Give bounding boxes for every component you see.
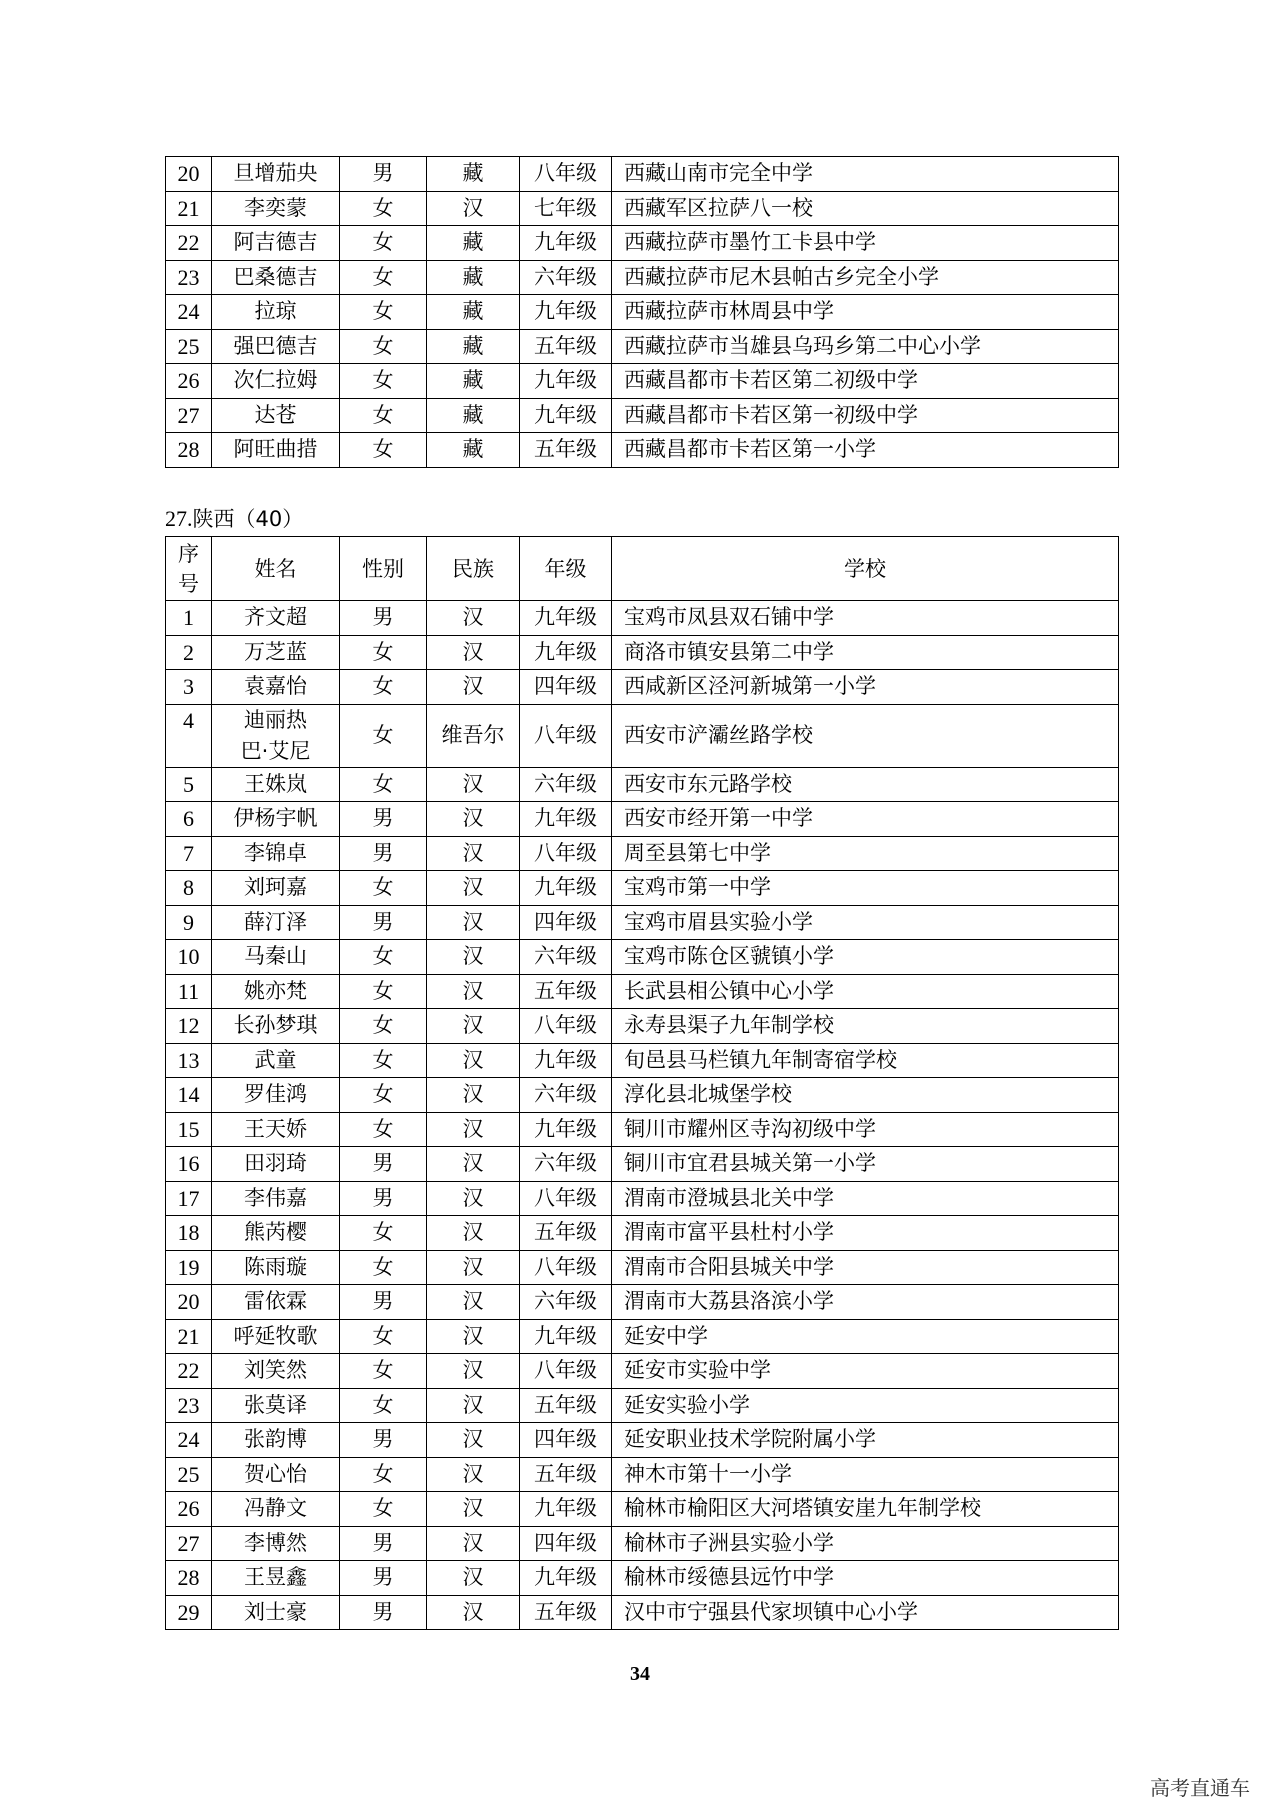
cell-no: 23: [166, 1388, 212, 1423]
cell-grade: 九年级: [520, 1112, 612, 1147]
cell-grade: 四年级: [520, 670, 612, 705]
cell-ethnicity: 汉: [427, 191, 520, 226]
cell-ethnicity: 汉: [427, 601, 520, 636]
cell-grade: 九年级: [520, 871, 612, 906]
cell-name: 达苍: [212, 398, 340, 433]
cell-name: 刘笑然: [212, 1354, 340, 1389]
cell-ethnicity: 汉: [427, 1043, 520, 1078]
table-row: [166, 974, 1119, 1009]
cell-school: 延安职业技术学院附属小学: [612, 1423, 1119, 1458]
cell-ethnicity: 汉: [427, 836, 520, 871]
cell-no: 26: [166, 1492, 212, 1527]
cell-name-line2: 巴·艾尼: [240, 738, 311, 763]
cell-school: 宝鸡市陈仓区虢镇小学: [612, 940, 1119, 975]
cell-name: 罗佳鸿: [212, 1078, 340, 1113]
table-row: [166, 1181, 1119, 1216]
cell-gender: 男: [340, 157, 427, 192]
table-row: [166, 329, 1119, 364]
cell-ethnicity: 汉: [427, 1250, 520, 1285]
cell-grade: 九年级: [520, 1043, 612, 1078]
cell-grade: 五年级: [520, 1595, 612, 1630]
table-row: [166, 905, 1119, 940]
cell-school: 西藏昌都市卡若区第一初级中学: [612, 398, 1119, 433]
cell-grade: 九年级: [520, 1319, 612, 1354]
cell-ethnicity: 汉: [427, 1112, 520, 1147]
cell-ethnicity: 汉: [427, 1595, 520, 1630]
table-row: [166, 635, 1119, 670]
cell-name: 旦增茄央: [212, 157, 340, 192]
cell-ethnicity: 藏: [427, 295, 520, 330]
cell-school: 西藏山南市完全中学: [612, 157, 1119, 192]
cell-name: 袁嘉怡: [212, 670, 340, 705]
page-number: 34: [630, 1663, 650, 1685]
header-ethnicity: 民族: [427, 537, 520, 601]
cell-school: 周至县第七中学: [612, 836, 1119, 871]
cell-name: 李伟嘉: [212, 1181, 340, 1216]
watermark: 高考直通车: [1150, 1776, 1250, 1800]
cell-school: 西藏拉萨市尼木县帕古乡完全小学: [612, 260, 1119, 295]
table-row: [166, 260, 1119, 295]
cell-school: 宝鸡市凤县双石铺中学: [612, 601, 1119, 636]
cell-ethnicity: 汉: [427, 1354, 520, 1389]
table-row: [166, 364, 1119, 399]
cell-ethnicity: 藏: [427, 260, 520, 295]
cell-grade: 八年级: [520, 1009, 612, 1044]
cell-no: 13: [166, 1043, 212, 1078]
table-row: [166, 1147, 1119, 1182]
cell-name: 雷依霖: [212, 1285, 340, 1320]
table-header-row: [166, 537, 1119, 601]
table-row: [166, 601, 1119, 636]
cell-school: 铜川市耀州区寺沟初级中学: [612, 1112, 1119, 1147]
table-row: [166, 1112, 1119, 1147]
cell-ethnicity: 汉: [427, 1078, 520, 1113]
cell-grade: 六年级: [520, 1078, 612, 1113]
cell-grade: 九年级: [520, 295, 612, 330]
cell-school: 宝鸡市第一中学: [612, 871, 1119, 906]
cell-name: 阿吉德吉: [212, 226, 340, 261]
cell-no: 4: [166, 704, 212, 767]
cell-ethnicity: 汉: [427, 1457, 520, 1492]
cell-name: 张莫译: [212, 1388, 340, 1423]
cell-name: [212, 704, 340, 767]
cell-gender: 女: [340, 364, 427, 399]
table-row: [166, 1319, 1119, 1354]
cell-grade: 六年级: [520, 767, 612, 802]
cell-school: 渭南市澄城县北关中学: [612, 1181, 1119, 1216]
cell-no: 25: [166, 329, 212, 364]
cell-gender: 女: [340, 1319, 427, 1354]
cell-name: 熊芮樱: [212, 1216, 340, 1251]
cell-ethnicity: 汉: [427, 1561, 520, 1596]
cell-gender: 女: [340, 1216, 427, 1251]
table-row: [166, 940, 1119, 975]
cell-grade: 八年级: [520, 1250, 612, 1285]
table-row: [166, 1388, 1119, 1423]
cell-no: 5: [166, 767, 212, 802]
cell-school: 西藏昌都市卡若区第二初级中学: [612, 364, 1119, 399]
cell-school: 延安实验小学: [612, 1388, 1119, 1423]
cell-ethnicity: 汉: [427, 635, 520, 670]
table-row: [166, 1457, 1119, 1492]
table-row: [166, 398, 1119, 433]
cell-grade: 九年级: [520, 1561, 612, 1596]
cell-ethnicity: 汉: [427, 871, 520, 906]
cell-school: 西藏昌都市卡若区第一小学: [612, 433, 1119, 468]
cell-no: 22: [166, 1354, 212, 1389]
cell-grade: 六年级: [520, 1285, 612, 1320]
cell-grade: 九年级: [520, 601, 612, 636]
table-row: [166, 704, 1119, 767]
xizang-table: [165, 156, 1119, 468]
cell-grade: 九年级: [520, 635, 612, 670]
cell-gender: 女: [340, 1354, 427, 1389]
cell-school: 西藏拉萨市墨竹工卡县中学: [612, 226, 1119, 261]
cell-no: 15: [166, 1112, 212, 1147]
table-row: [166, 1492, 1119, 1527]
cell-no: 21: [166, 1319, 212, 1354]
cell-school: 汉中市宁强县代家坝镇中心小学: [612, 1595, 1119, 1630]
cell-school: 榆林市子洲县实验小学: [612, 1526, 1119, 1561]
table-row: [166, 1078, 1119, 1113]
cell-name: 王天娇: [212, 1112, 340, 1147]
header-school: 学校: [612, 537, 1119, 601]
cell-no: 2: [166, 635, 212, 670]
table-row: [166, 157, 1119, 192]
header-seq-line2: 号: [178, 571, 199, 596]
cell-no: 20: [166, 1285, 212, 1320]
cell-name-line1: 迪丽热: [244, 707, 307, 732]
cell-name: 长孙梦琪: [212, 1009, 340, 1044]
cell-grade: 九年级: [520, 398, 612, 433]
cell-gender: 男: [340, 1595, 427, 1630]
cell-name: 贺心怡: [212, 1457, 340, 1492]
table-row: [166, 1216, 1119, 1251]
cell-no: 27: [166, 398, 212, 433]
cell-school: 渭南市大荔县洛滨小学: [612, 1285, 1119, 1320]
section-heading: [165, 505, 303, 533]
header-seq-line1: 序: [178, 541, 199, 566]
cell-school: 渭南市合阳县城关中学: [612, 1250, 1119, 1285]
cell-school: 长武县相公镇中心小学: [612, 974, 1119, 1009]
cell-gender: 男: [340, 1181, 427, 1216]
cell-no: 26: [166, 364, 212, 399]
cell-school: 西藏拉萨市当雄县乌玛乡第二中心小学: [612, 329, 1119, 364]
cell-gender: 男: [340, 905, 427, 940]
cell-no: 11: [166, 974, 212, 1009]
cell-no: 8: [166, 871, 212, 906]
cell-gender: 女: [340, 670, 427, 705]
cell-ethnicity: 藏: [427, 329, 520, 364]
cell-ethnicity: 汉: [427, 1009, 520, 1044]
cell-school: 旬邑县马栏镇九年制寄宿学校: [612, 1043, 1119, 1078]
cell-no: 17: [166, 1181, 212, 1216]
cell-no: 22: [166, 226, 212, 261]
cell-gender: 女: [340, 1457, 427, 1492]
cell-gender: 女: [340, 329, 427, 364]
cell-gender: 男: [340, 1147, 427, 1182]
cell-school: 宝鸡市眉县实验小学: [612, 905, 1119, 940]
cell-ethnicity: 汉: [427, 802, 520, 837]
cell-gender: 女: [340, 635, 427, 670]
cell-ethnicity: 汉: [427, 1319, 520, 1354]
table-row: [166, 1423, 1119, 1458]
cell-gender: 男: [340, 1285, 427, 1320]
cell-school: 西藏军区拉萨八一校: [612, 191, 1119, 226]
table-row: [166, 226, 1119, 261]
cell-gender: 男: [340, 836, 427, 871]
cell-ethnicity: 汉: [427, 905, 520, 940]
table-row: [166, 433, 1119, 468]
cell-no: 14: [166, 1078, 212, 1113]
cell-ethnicity: 汉: [427, 1423, 520, 1458]
cell-ethnicity: 汉: [427, 1216, 520, 1251]
cell-gender: 女: [340, 433, 427, 468]
table-row: [166, 1561, 1119, 1596]
cell-name: 王姝岚: [212, 767, 340, 802]
cell-ethnicity: 汉: [427, 974, 520, 1009]
cell-name: 冯静文: [212, 1492, 340, 1527]
cell-school: 榆林市榆阳区大河塔镇安崖九年制学校: [612, 1492, 1119, 1527]
cell-grade: 四年级: [520, 1423, 612, 1458]
cell-no: 9: [166, 905, 212, 940]
cell-gender: 女: [340, 1078, 427, 1113]
cell-gender: 女: [340, 260, 427, 295]
table-row: [166, 1009, 1119, 1044]
cell-grade: 五年级: [520, 1216, 612, 1251]
cell-gender: 女: [340, 1043, 427, 1078]
cell-school: 西安市东元路学校: [612, 767, 1119, 802]
cell-gender: 女: [340, 974, 427, 1009]
header-name: 姓名: [212, 537, 340, 601]
cell-name: 姚亦梵: [212, 974, 340, 1009]
cell-name: 次仁拉姆: [212, 364, 340, 399]
header-grade: 年级: [520, 537, 612, 601]
cell-grade: 四年级: [520, 1526, 612, 1561]
cell-gender: 女: [340, 704, 427, 767]
cell-school: 西咸新区泾河新城第一小学: [612, 670, 1119, 705]
cell-no: 24: [166, 295, 212, 330]
cell-grade: 六年级: [520, 940, 612, 975]
cell-school: 榆林市绥德县远竹中学: [612, 1561, 1119, 1596]
cell-name: 齐文超: [212, 601, 340, 636]
cell-grade: 六年级: [520, 260, 612, 295]
cell-ethnicity: 汉: [427, 1181, 520, 1216]
cell-ethnicity: 藏: [427, 398, 520, 433]
cell-grade: 六年级: [520, 1147, 612, 1182]
cell-grade: 八年级: [520, 157, 612, 192]
cell-no: 20: [166, 157, 212, 192]
section-number: 27.: [165, 506, 193, 531]
cell-ethnicity: 汉: [427, 767, 520, 802]
cell-no: 3: [166, 670, 212, 705]
cell-school: 西安市经开第一中学: [612, 802, 1119, 837]
cell-name: 拉琼: [212, 295, 340, 330]
cell-name: 王昱鑫: [212, 1561, 340, 1596]
table-row: [166, 1526, 1119, 1561]
cell-name: 武童: [212, 1043, 340, 1078]
cell-school: 铜川市宜君县城关第一小学: [612, 1147, 1119, 1182]
cell-gender: 男: [340, 601, 427, 636]
cell-ethnicity: 汉: [427, 1147, 520, 1182]
table-row: [166, 1595, 1119, 1630]
cell-gender: 女: [340, 1112, 427, 1147]
cell-school: 淳化县北城堡学校: [612, 1078, 1119, 1113]
cell-gender: 女: [340, 1009, 427, 1044]
cell-ethnicity: 汉: [427, 1526, 520, 1561]
cell-school: 西藏拉萨市林周县中学: [612, 295, 1119, 330]
table-row: [166, 802, 1119, 837]
cell-school: 永寿县渠子九年制学校: [612, 1009, 1119, 1044]
shaanxi-table-body: [166, 537, 1119, 1630]
cell-grade: 七年级: [520, 191, 612, 226]
cell-grade: 八年级: [520, 1354, 612, 1389]
cell-ethnicity: 藏: [427, 157, 520, 192]
cell-no: 12: [166, 1009, 212, 1044]
cell-no: 29: [166, 1595, 212, 1630]
table-row: [166, 836, 1119, 871]
xizang-table-body: [166, 157, 1119, 468]
cell-name: 刘珂嘉: [212, 871, 340, 906]
cell-name: 巴桑德吉: [212, 260, 340, 295]
cell-no: 21: [166, 191, 212, 226]
cell-gender: 男: [340, 1561, 427, 1596]
cell-grade: 九年级: [520, 802, 612, 837]
cell-school: 神木市第十一小学: [612, 1457, 1119, 1492]
cell-name: 张韵博: [212, 1423, 340, 1458]
cell-name: 李奕蒙: [212, 191, 340, 226]
cell-no: 27: [166, 1526, 212, 1561]
cell-no: 24: [166, 1423, 212, 1458]
cell-gender: 女: [340, 1250, 427, 1285]
cell-school: 渭南市富平县杜村小学: [612, 1216, 1119, 1251]
cell-gender: 女: [340, 398, 427, 433]
cell-name: 李锦卓: [212, 836, 340, 871]
table-row: [166, 1250, 1119, 1285]
table-row: [166, 767, 1119, 802]
cell-no: 28: [166, 1561, 212, 1596]
cell-gender: 女: [340, 767, 427, 802]
cell-ethnicity: 汉: [427, 1285, 520, 1320]
cell-gender: 男: [340, 1423, 427, 1458]
header-seq: [166, 537, 212, 601]
cell-grade: 五年级: [520, 1457, 612, 1492]
cell-name: 陈雨璇: [212, 1250, 340, 1285]
cell-ethnicity: 汉: [427, 1388, 520, 1423]
cell-no: 18: [166, 1216, 212, 1251]
cell-name: 阿旺曲措: [212, 433, 340, 468]
cell-grade: 九年级: [520, 1492, 612, 1527]
cell-name: 刘士豪: [212, 1595, 340, 1630]
cell-ethnicity: 藏: [427, 226, 520, 261]
cell-ethnicity: 汉: [427, 940, 520, 975]
table-row: [166, 1285, 1119, 1320]
cell-grade: 五年级: [520, 974, 612, 1009]
cell-grade: 八年级: [520, 704, 612, 767]
cell-name: 强巴德吉: [212, 329, 340, 364]
cell-name: 伊杨宇帆: [212, 802, 340, 837]
cell-gender: 男: [340, 802, 427, 837]
table-row: [166, 871, 1119, 906]
cell-grade: 八年级: [520, 1181, 612, 1216]
cell-grade: 五年级: [520, 433, 612, 468]
cell-gender: 女: [340, 191, 427, 226]
cell-grade: 九年级: [520, 226, 612, 261]
cell-name: 呼延牧歌: [212, 1319, 340, 1354]
cell-no: 10: [166, 940, 212, 975]
cell-no: 1: [166, 601, 212, 636]
cell-school: 延安市实验中学: [612, 1354, 1119, 1389]
cell-gender: 女: [340, 295, 427, 330]
cell-ethnicity: 藏: [427, 364, 520, 399]
cell-grade: 五年级: [520, 329, 612, 364]
cell-grade: 八年级: [520, 836, 612, 871]
cell-ethnicity: 汉: [427, 1492, 520, 1527]
cell-name: 李博然: [212, 1526, 340, 1561]
cell-school: 延安中学: [612, 1319, 1119, 1354]
table-row: [166, 1043, 1119, 1078]
cell-no: 16: [166, 1147, 212, 1182]
cell-no: 7: [166, 836, 212, 871]
cell-no: 6: [166, 802, 212, 837]
cell-gender: 女: [340, 1492, 427, 1527]
cell-grade: 五年级: [520, 1388, 612, 1423]
cell-no: 28: [166, 433, 212, 468]
table-row: [166, 191, 1119, 226]
cell-name: 万芝蓝: [212, 635, 340, 670]
table-row: [166, 670, 1119, 705]
cell-no: 25: [166, 1457, 212, 1492]
shaanxi-table: [165, 536, 1119, 1630]
cell-school: 西安市浐灞丝路学校: [612, 704, 1119, 767]
header-gender: 性别: [340, 537, 427, 601]
cell-ethnicity: 藏: [427, 433, 520, 468]
cell-gender: 女: [340, 1388, 427, 1423]
table-row: [166, 295, 1119, 330]
cell-gender: 女: [340, 871, 427, 906]
cell-gender: 女: [340, 226, 427, 261]
cell-ethnicity: 维吾尔: [427, 704, 520, 767]
cell-name: 薛汀泽: [212, 905, 340, 940]
section-title: 陕西（40）: [192, 507, 304, 531]
table-row: [166, 1354, 1119, 1389]
cell-name: 田羽琦: [212, 1147, 340, 1182]
cell-ethnicity: 汉: [427, 670, 520, 705]
cell-gender: 男: [340, 1526, 427, 1561]
cell-no: 19: [166, 1250, 212, 1285]
cell-name: 马秦山: [212, 940, 340, 975]
cell-school: 商洛市镇安县第二中学: [612, 635, 1119, 670]
cell-grade: 四年级: [520, 905, 612, 940]
cell-grade: 九年级: [520, 364, 612, 399]
cell-no: 23: [166, 260, 212, 295]
cell-gender: 女: [340, 940, 427, 975]
